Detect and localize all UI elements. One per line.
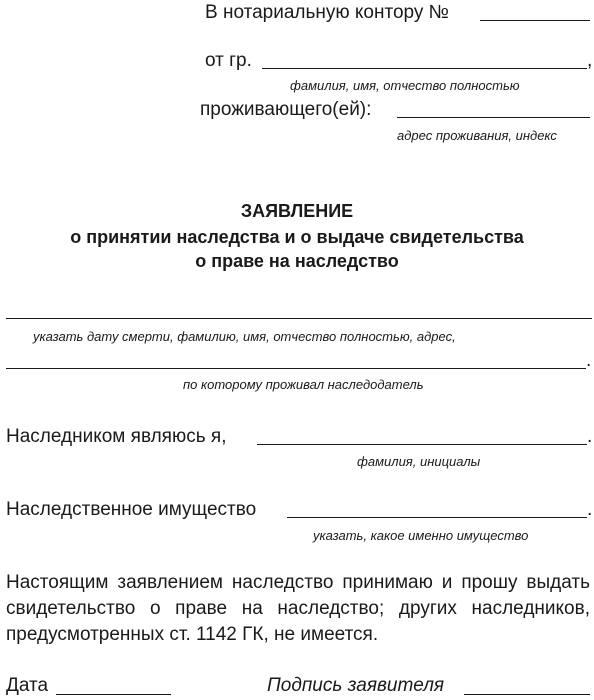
notary-office-number-field[interactable] <box>480 20 590 21</box>
heir-name-caption: фамилия, инициалы <box>357 454 481 469</box>
property-period: . <box>587 499 593 520</box>
residing-label: проживающего(ей): <box>200 99 372 120</box>
heir-label: Наследником являюсь я, <box>6 426 227 447</box>
from-label: от гр. <box>205 50 252 71</box>
property-field[interactable] <box>287 517 587 518</box>
decedent-info-caption-1: указать дату смерти, фамилию, имя, отчество полностью, адрес, <box>33 329 456 344</box>
notary-office-label: В нотариальную контору № <box>205 2 450 23</box>
document-subtitle-line2: о праве на наследство <box>195 251 399 271</box>
heir-name-field[interactable] <box>257 444 587 445</box>
from-comma: , <box>587 50 593 71</box>
heir-period: . <box>587 426 593 447</box>
date-label: Дата <box>6 675 49 696</box>
document-subtitle-line1: о принятии наследства и о выдаче свидетельства <box>70 227 524 247</box>
decedent-info-field-1[interactable] <box>6 318 592 319</box>
statement-paragraph: Настоящим заявлением наследство принимаю и прошу выдать свидетельство о праве на наследство; других наследников, предусмотренных ст. 1142 ГК, не имеется. <box>6 572 590 645</box>
applicant-address-caption: адрес проживания, индекс <box>397 128 557 143</box>
signature-field[interactable] <box>464 694 590 695</box>
signature-label: Подпись заявителя <box>267 675 445 696</box>
decedent-info-field-2[interactable] <box>6 368 586 369</box>
decedent-info-caption-2: по которому проживал наследодатель <box>183 377 424 392</box>
property-label: Наследственное имущество <box>6 499 257 520</box>
date-field[interactable] <box>56 694 171 695</box>
document-title: ЗАЯВЛЕНИЕ <box>240 201 354 221</box>
applicant-name-caption: фамилия, имя, отчество полностью <box>290 78 520 93</box>
property-caption: указать, какое именно имущество <box>313 528 529 543</box>
decedent-info-period: . <box>586 350 592 371</box>
applicant-address-field[interactable] <box>397 117 590 118</box>
applicant-name-field[interactable] <box>262 68 587 69</box>
